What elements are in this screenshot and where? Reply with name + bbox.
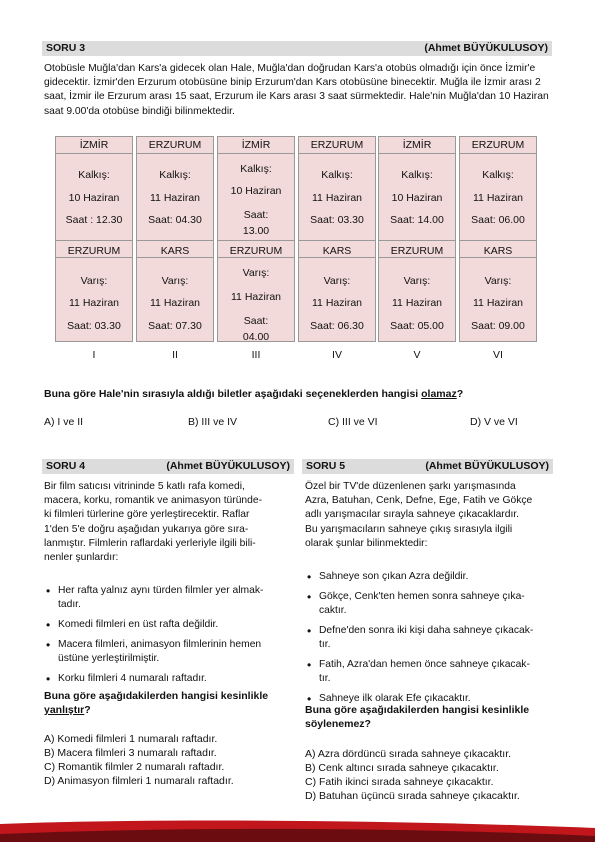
ticket-arr-date: 11 Haziran <box>150 297 200 309</box>
ticket-to: KARS <box>483 245 513 257</box>
ticket-arr-date: 11 Haziran <box>312 297 362 309</box>
ticket-divider <box>137 257 213 258</box>
soru4-line: nenler şunlardır: <box>44 552 119 564</box>
ticket-arr-date: 11 Haziran <box>473 297 523 309</box>
ticket-arr-time: Saat: 06.30 <box>310 320 364 332</box>
soru4-condition: • Korku filmleri 4 numaralı raftadır. <box>46 672 296 686</box>
soru5-author: (Ahmet BÜYÜKULUSOY) <box>425 460 549 472</box>
ticket-divider <box>218 257 294 258</box>
ticket-numeral: III <box>251 349 261 361</box>
ticket-numeral: IV <box>332 349 342 361</box>
soru5-option-c[interactable]: C) Fatih ikinci sırada sahneye çıkacaktır. <box>305 776 494 788</box>
ticket-arr-label: Varış: <box>403 275 431 287</box>
ticket-vi <box>459 136 537 342</box>
ticket-dep-label: Kalkış: <box>321 169 353 181</box>
soru4-condition: • Macera filmleri, animasyon filmlerinin hemen üstüne yerleştirilmiştir. <box>46 638 296 666</box>
ticket-arr-time: Saat: 09.00 <box>471 320 525 332</box>
ticket-divider <box>379 257 455 258</box>
ticket-dep-date: 11 Haziran <box>473 192 523 204</box>
ticket-dep-label: Kalkış: <box>482 169 514 181</box>
ticket-iv <box>298 136 376 342</box>
ticket-dep-time: Saat: 04.30 <box>148 214 202 226</box>
soru3-question-text: Buna göre Hale'nin sırasıyla aldığı biletler aşağıdaki seçeneklerden hangisi <box>44 388 422 400</box>
ticket-divider <box>218 240 294 241</box>
ticket-divider <box>299 257 375 258</box>
ticket-dep-time: Saat: <box>243 209 269 221</box>
ticket-i <box>55 136 133 342</box>
soru5-line: Özel bir TV'de düzenlenen şarkı yarışmasında <box>305 481 516 492</box>
footer-wave <box>0 816 595 842</box>
soru4-line: lanmıştır. Filmlerin raflardaki yerleriyle ilgili bili- <box>44 537 256 549</box>
ticket-numeral: V <box>413 349 421 361</box>
ticket-from: ERZURUM <box>471 139 525 151</box>
soru5-line: olarak şunlar bilinmektedir: <box>305 537 428 549</box>
ticket-arr-label: Varış: <box>80 275 108 287</box>
ticket-divider <box>56 257 132 258</box>
ticket-arr-time: Saat: <box>243 315 269 327</box>
ticket-divider <box>137 240 213 241</box>
ticket-dep-date: 10 Haziran <box>230 185 282 197</box>
ticket-dep-label: Kalkış: <box>240 163 272 175</box>
ticket-divider <box>218 153 294 154</box>
ticket-iii <box>217 136 295 342</box>
ticket-v <box>378 136 456 342</box>
ticket-arr-label: Varış: <box>484 275 512 287</box>
soru3-header <box>42 41 552 56</box>
soru3-author: (Ahmet BÜYÜKULUSOY) <box>424 42 548 54</box>
ticket-to: ERZURUM <box>67 245 121 257</box>
ticket-dep-date: 10 Haziran <box>391 192 443 204</box>
soru3-paragraph: Otobüsle Muğla'dan Kars'a gidecek olan Hale, Muğla'dan doğrudan Kars'a otobüs olmadığı için önce İzmir'e gidecektir. İzmir'den Erzurum otobüsüne binip Erzurum'dan Kars otobüsüne binecektir. Muğla ile İzmir arası 2 saat, İzmir ile Erzurum arası 15 saat, Erzurum ile Kars arası 3 saat sürmektedir. Hale'nin Muğla'dan 10 Haziran saat 9.00'da otobüse bindiği bilinmektedir. <box>44 63 549 117</box>
soru3-option-b[interactable]: B) III ve IV <box>188 416 238 428</box>
ticket-dep-date: 10 Haziran <box>68 192 120 204</box>
ticket-ii <box>136 136 214 342</box>
soru4-header <box>42 459 294 474</box>
ticket-arr-time: Saat: 03.30 <box>67 320 121 332</box>
soru3-option-c[interactable]: C) III ve VI <box>328 416 378 428</box>
soru5-line: adlı yarışmacılar sırayla sahneye çıkacaklardır. <box>305 509 520 521</box>
soru4-line: 1'den 5'e doğru aşağıdan yukarıya göre sıra- <box>44 523 249 535</box>
soru4-condition: • Her rafta yalnız aynı türden filmler yer almak- tadır. <box>46 584 296 612</box>
ticket-divider <box>56 153 132 154</box>
ticket-arr-date: 11 Haziran <box>69 297 119 309</box>
ticket-numeral: II <box>172 349 178 361</box>
soru5-line: Bu yarışmacıların sahneye çıkış sırasıyla ilgili <box>305 523 513 535</box>
soru5-intro <box>305 480 555 551</box>
ticket-dep-time: Saat : 12.30 <box>65 214 123 226</box>
soru4-option-c[interactable]: C) Romantik filmler 2 numaralı raftadır. <box>44 761 225 773</box>
ticket-dep-time: Saat: 14.00 <box>390 214 444 226</box>
soru5-condition: • Defne'den sonra iki kişi daha sahneye çıkacak- tır. <box>307 624 555 652</box>
soru3-option-d[interactable]: D) V ve VI <box>470 416 518 428</box>
ticket-arr-label: Varış: <box>161 275 189 287</box>
soru4-option-a[interactable]: A) Komedi filmleri 1 numaralı raftadır. <box>44 733 218 745</box>
ticket-divider <box>460 257 536 258</box>
ticket-divider <box>460 240 536 241</box>
ticket-arr-label: Varış: <box>242 267 270 279</box>
soru4-option-b[interactable]: B) Macera filmleri 3 numaralı raftadır. <box>44 747 217 759</box>
soru4-option-d[interactable]: D) Animasyon filmleri 1 numaralı raftadır. <box>44 775 234 787</box>
ticket-arr-date: 11 Haziran <box>392 297 442 309</box>
ticket-from: İZMİR <box>79 139 109 151</box>
soru4-title: SORU 4 <box>46 460 86 472</box>
soru5-line: Azra, Batuhan, Cenk, Defne, Ege, Fatih ve Gökçe <box>305 495 533 507</box>
ticket-arr-time2: 04.00 <box>242 331 270 343</box>
soru5-option-b[interactable]: B) Cenk altıncı sırada sahneye çıkacaktır. <box>305 762 499 774</box>
soru5-header <box>302 459 553 474</box>
soru4-author: (Ahmet BÜYÜKULUSOY) <box>166 460 290 472</box>
ticket-divider <box>299 153 375 154</box>
soru4-intro <box>44 480 294 565</box>
ticket-to: ERZURUM <box>229 245 283 257</box>
ticket-dep-date: 11 Haziran <box>150 192 200 204</box>
ticket-dep-label: Kalkış: <box>78 169 110 181</box>
ticket-from: İZMİR <box>241 139 271 151</box>
soru4-line: ki filmleri türlerine göre yerleştirecektir. Raflar <box>44 509 250 521</box>
ticket-to: KARS <box>322 245 352 257</box>
ticket-dep-date: 11 Haziran <box>312 192 362 204</box>
soru4-question: Buna göre aşağıdakilerden hangisi kesinlikle yanlıştır? <box>44 690 269 716</box>
ticket-divider <box>137 153 213 154</box>
ticket-from: ERZURUM <box>148 139 202 151</box>
ticket-to: KARS <box>160 245 190 257</box>
soru3-title: SORU 3 <box>46 42 86 54</box>
ticket-divider <box>460 153 536 154</box>
soru4-conditions <box>46 584 296 692</box>
ticket-from: İZMİR <box>402 139 432 151</box>
ticket-arr-time: Saat: 05.00 <box>390 320 444 332</box>
ticket-divider <box>379 240 455 241</box>
soru4-question-emphasis: yanlıştır <box>44 704 85 716</box>
soru5-option-d[interactable]: D) Batuhan üçüncü sırada sahneye çıkacaktır. <box>305 790 520 802</box>
soru5-conditions <box>307 570 555 712</box>
soru3-question-mark: ? <box>456 388 464 400</box>
soru5-condition: • Fatih, Azra'dan hemen önce sahneye çıkacak- tır. <box>307 658 555 686</box>
soru5-question: Buna göre aşağıdakilerden hangisi kesinlikle söylenemez? <box>305 704 530 730</box>
soru3-question-emphasis: olamaz <box>421 388 457 400</box>
ticket-dep-time: Saat: 03.30 <box>310 214 364 226</box>
ticket-numeral: I <box>92 349 96 361</box>
soru5-title: SORU 5 <box>306 460 346 472</box>
soru5-condition: • Gökçe, Cenk'ten hemen sonra sahneye çıka- caktır. <box>307 590 555 618</box>
soru4-line: macera, korku, romantik ve animasyon türünde- <box>44 495 263 507</box>
ticket-divider <box>379 153 455 154</box>
soru3-question <box>44 387 554 401</box>
soru5-option-a[interactable]: A) Azra dördüncü sırada sahneye çıkacaktır. <box>305 748 512 760</box>
soru4-condition: • Komedi filmleri en üst rafta değildir. <box>46 618 296 632</box>
ticket-from: ERZURUM <box>310 139 364 151</box>
ticket-numeral: VI <box>493 349 503 361</box>
soru4-line: Bir film satıcısı vitrininde 5 katlı rafa komedi, <box>44 481 245 492</box>
ticket-divider <box>299 240 375 241</box>
ticket-arr-label: Varış: <box>323 275 351 287</box>
soru3-option-a[interactable]: A) I ve II <box>44 416 84 428</box>
ticket-dep-label: Kalkış: <box>159 169 191 181</box>
ticket-dep-time: Saat: 06.00 <box>471 214 525 226</box>
ticket-arr-date: 11 Haziran <box>231 291 281 303</box>
soru5-condition: • Sahneye son çıkan Azra değildir. <box>307 570 555 584</box>
soru5-condition: • Sahneye ilk olarak Efe çıkacaktır. <box>307 692 555 706</box>
ticket-arr-time: Saat: 07.30 <box>148 320 202 332</box>
ticket-dep-time2: 13.00 <box>242 225 270 237</box>
ticket-divider <box>56 240 132 241</box>
ticket-to: ERZURUM <box>390 245 444 257</box>
ticket-dep-label: Kalkış: <box>401 169 433 181</box>
